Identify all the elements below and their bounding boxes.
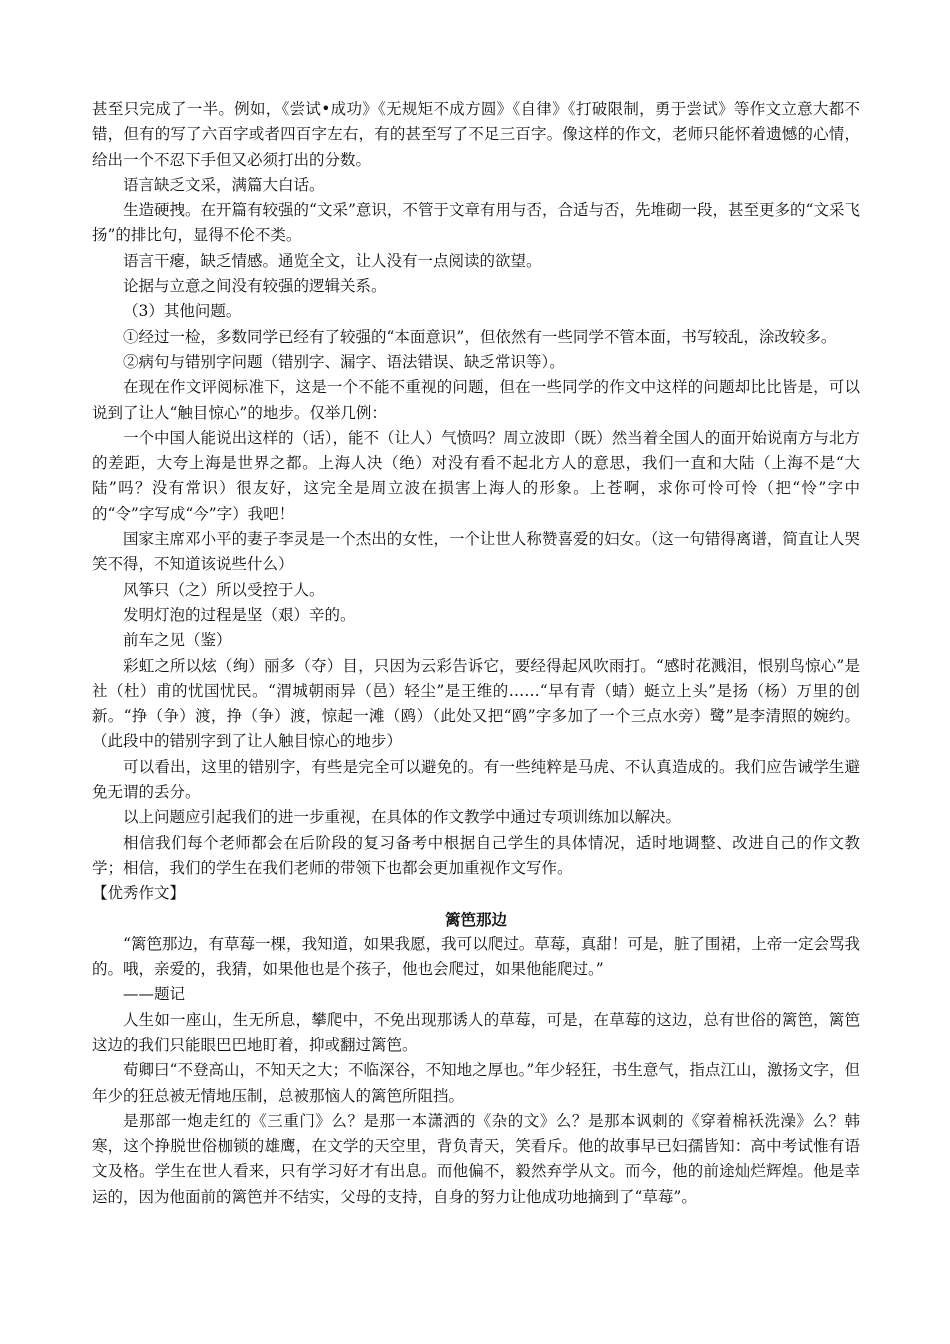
paragraph: 以上问题应引起我们的进一步重视，在具体的作文教学中通过专项训练加以解决。 <box>123 808 682 827</box>
paragraph: 生造硬拽。在开篇有较强的“文采”意识，不管于文章有用与否，合适与否，先堆砌一段，甚至更多的“文采飞扬”的排比句，显得不伦不类。 <box>92 201 860 245</box>
paragraph: 【优秀作文】 <box>92 884 186 903</box>
paragraph: 语言缺乏文采，满篇大白话。 <box>123 175 325 194</box>
paragraph: 甚至只完成了一半。例如，《尝试•成功》《无规矩不成方圆》《自律》《打破限制，勇于尝试》等作文立意大都不错，但有的写了六百字或者四百字左右，有的甚至写了不足三百字。像这样的作文，老师只能怀着遗憾的心情，给出一个不忍下手但又必须打出的分数。 <box>92 100 860 169</box>
essay-title: 篱笆那边 <box>444 909 507 929</box>
paragraph: 风筝只（之）所以受控于人。 <box>123 580 325 599</box>
paragraph: 可以看出，这里的错别字，有些是完全可以避免的。有一些纯粹是马虎、不认真造成的。我们应告诫学生避免无谓的丢分。 <box>92 757 860 802</box>
paragraph: 语言干瘪，缺乏情感。通览全文，让人没有一点阅读的欲望。 <box>123 251 542 270</box>
paragraph: 国家主席邓小平的妻子李灵是一个杰出的女性，一个让世人称赞喜爱的妇女。（这一句错得离谱，简直让人哭笑不得，不知道该说些什么） <box>92 530 860 574</box>
paragraph: 人生如一座山，生无所息，攀爬中，不免出现那诱人的草莓，可是，在草莓的这边，总有世俗的篱笆，篱笆这边的我们只能眼巴巴地盯着，抑或翻过篱笆。 <box>92 1010 860 1054</box>
paragraph: 相信我们每个老师都会在后阶段的复习备考中根据自己学生的具体情况，适时地调整、改进自己的作文教学；相信，我们的学生在我们老师的带领下也都会更加重视作文写作。 <box>92 833 860 877</box>
paragraph: ①经过一检，多数同学已经有了较强的“本面意识”，但依然有一些同学不管本面，书写较乱，涂改较多。 <box>123 327 837 346</box>
document-page <box>92 97 860 1210</box>
paragraph: 荀卿曰“不登高山，不知天之大；不临深谷，不知地之厚也。”年少轻狂，书生意气，指点江山，激扬文字，但年少的狂总被无情地压制，总被那恼人的篱笆所阻挡。 <box>92 1061 860 1105</box>
paragraph: 论据与立意之间没有较强的逻辑关系。 <box>123 277 387 296</box>
paragraph: （3）其他问题。 <box>123 302 242 321</box>
paragraph: 在现在作文评阅标准下，这是一个不能不重视的问题，但在一些同学的作文中这样的问题却比比皆是，可以说到了让人“触目惊心”的地步。仅举几例： <box>92 378 860 422</box>
paragraph: ②病句与错别字问题（错别字、漏字、语法错误、缺乏常识等）。 <box>123 352 565 371</box>
paragraph: 发明灯泡的过程是坚（艰）辛的。 <box>123 605 356 624</box>
paragraph: 彩虹之所以炫（绚）丽多（夺）目，只因为云彩告诉它，要经得起风吹雨打。“感时花溅泪，恨别鸟惊心”是社（杜）甫的忧国忧民。“渭城朝雨异（邑）轻尘”是王维的……“早有青（蜻）蜓立上头”是扬（杨）万里的创新。“挣（争）渡，挣（争）渡，惊起一滩（鸥）（此处又把“鸥”字多加了一个三点水旁）鹭”是李清照的婉约。（此段中的错别字到了让人触目惊心的地步） <box>92 656 860 751</box>
paragraph: 一个中国人能说出这样的（话），能不（让人）气愤吗？周立波即（既）然当着全国人的面开始说南方与北方的差距，大夸上海是世界之都。上海人决（绝）对没有看不起北方人的意思，我们一直和大陆（上海不是“大陆”吗？没有常识）很友好，这完全是周立波在损害上海人的形象。上苍啊，求你可怜可怜（把“怜”字中的“令”字写成“今”字）我吧！ <box>92 428 860 523</box>
paragraph: “篱笆那边，有草莓一棵，我知道，如果我愿，我可以爬过。草莓，真甜！可是，脏了围裙，上帝一定会骂我的。哦，亲爱的，我猜，如果他也是个孩子，他也会爬过，如果他能爬过。” <box>92 934 860 979</box>
paragraph: 是那部一炮走红的《三重门》么？是那一本潇洒的《杂的文》么？是那本讽刺的《穿着棉袄洗澡》么？韩寒，这个挣脱世俗枷锁的雄鹰，在文学的天空里，背负青天，笑看斥。他的故事早已妇孺皆知：高中考试惟有语文及格。学生在世人看来，只有学习好才有出息。而他偏不，毅然弃学从文。而今，他的前途灿烂辉煌。他是幸运的，因为他面前的篱笆并不结实，父母的支持，自身的努力让他成功地摘到了“草莓”。 <box>92 1111 860 1206</box>
paragraph: 前车之见（鉴） <box>123 631 232 650</box>
paragraph: ——题记 <box>123 985 186 1004</box>
